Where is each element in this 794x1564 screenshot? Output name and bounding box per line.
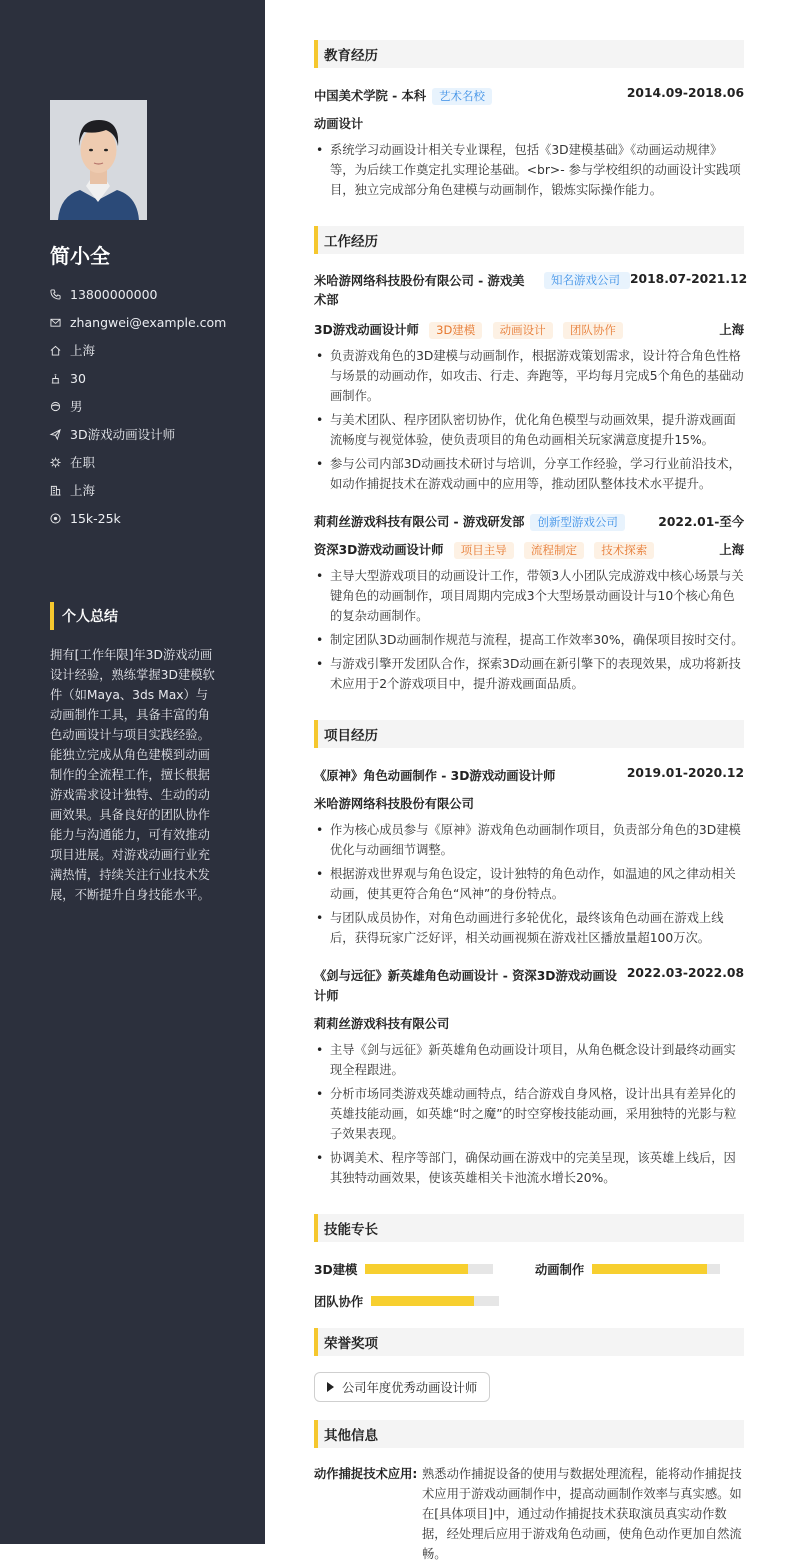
skill-bar bbox=[365, 1264, 493, 1274]
education-bullets bbox=[314, 140, 744, 204]
list-item: • 制定团队3D动画制作规范与流程，提高工作效率30%，确保项目按时交付。 bbox=[314, 630, 744, 650]
salary-icon bbox=[50, 513, 70, 524]
project-date: 2019.01-2020.12 bbox=[626, 766, 744, 780]
status-icon bbox=[50, 457, 70, 468]
other-info bbox=[314, 1464, 744, 1564]
info-location: 上海 bbox=[50, 336, 226, 364]
section-title-awards: 荣誉奖项 bbox=[314, 1328, 744, 1356]
summary-text: 拥有[工作年限]年3D游戏动画设计经验，熟练掌握3D建模软件（如Maya、3ds Max）与动画制作工具，具备丰富的角色动画设计与项目实践经验。能独立完成从角色建模到动画制作的全流程工作，擅长根据游戏需求设计独特、生动的动画效果。具备良好的团队协作能力与沟通能力，可有效推动项目进展。对游戏动画行业充满热情，持续关注行业技术发展，不断提升自身技能水平。 bbox=[50, 648, 215, 902]
avatar bbox=[50, 100, 147, 220]
skill-bar bbox=[592, 1264, 720, 1274]
education-major: 动画设计 bbox=[314, 117, 364, 131]
info-phone: 13800000000 bbox=[50, 280, 226, 308]
other-text: 熟悉动作捕捉设备的使用与数据处理流程，能将动作捕捉技术应用于游戏动画制作中，提高动画制作效率与真实感。如在[具体项目]中，通过动作捕捉技术获取演员真实动作数据，经处理后应用于游戏角色动画，使角色动作更加自然流畅。 bbox=[422, 1467, 742, 1561]
project-bullets bbox=[314, 1040, 744, 1192]
education-header bbox=[314, 86, 744, 105]
section-title-projects: 项目经历 bbox=[314, 720, 744, 748]
avatar-photo bbox=[50, 100, 147, 220]
list-item: • 与美术团队、程序团队密切协作，优化角色模型与动画效果，提升游戏画面流畅度与视觉体验，使负责项目的角色动画相关玩家满意度提升15%。 bbox=[314, 410, 744, 450]
skill-tag: 项目主导 bbox=[454, 542, 514, 559]
job-date: 2018.07-2021.12 bbox=[630, 272, 748, 286]
job-city: 上海 bbox=[719, 543, 744, 557]
info-city: 上海 bbox=[50, 476, 226, 504]
info-gender: 男 bbox=[50, 392, 226, 420]
school-tag: 艺术名校 bbox=[432, 88, 492, 105]
section-title-education: 教育经历 bbox=[314, 40, 744, 68]
job-date: 2022.01-至今 bbox=[658, 515, 744, 529]
skill-bar-fill bbox=[371, 1296, 473, 1306]
list-item: • 系统学习动画设计相关专业课程，包括《3D建模基础》《动画运动规律》等，为后续工作奠定扎实理论基础。<br>- 参与学校组织的动画设计实践项目，独立完成部分角色建模与动画制作，锻炼实际操作能力。 bbox=[314, 140, 744, 200]
skill-tag: 团队协作 bbox=[563, 322, 623, 339]
job-role: 3D游戏动画设计师 bbox=[314, 323, 419, 337]
job-company: 米哈游网络科技股份有限公司 - 游戏美术部 bbox=[314, 274, 525, 307]
job-bullets bbox=[314, 566, 744, 698]
section-title-work: 工作经历 bbox=[314, 226, 744, 254]
skill-bar-fill bbox=[365, 1264, 467, 1274]
info-status: 在职 bbox=[50, 448, 226, 476]
list-item: • 协调美术、程序等部门，确保动画在游戏中的完美呈现，该英雄上线后，因其独特动画效果，使该英雄相关卡池流水增长20%。 bbox=[314, 1148, 744, 1188]
skill-name: 3D建模 bbox=[314, 1263, 358, 1277]
project-header bbox=[314, 766, 744, 784]
contact-info-list bbox=[50, 280, 226, 532]
info-age: 30 bbox=[50, 364, 226, 392]
list-item: • 作为核心成员参与《原神》游戏角色动画制作项目，负责部分角色的3D建模优化与动画细节调整。 bbox=[314, 820, 744, 860]
skill-bar bbox=[371, 1296, 499, 1306]
info-email: zhangwei@example.com bbox=[50, 308, 226, 336]
project-header bbox=[314, 966, 744, 1006]
send-icon bbox=[50, 429, 70, 440]
skill-name: 团队协作 bbox=[314, 1295, 364, 1309]
job-role-row bbox=[314, 320, 744, 339]
job-city: 上海 bbox=[719, 323, 744, 337]
job-header bbox=[314, 512, 744, 531]
award-item[interactable] bbox=[314, 1372, 490, 1402]
skill-name: 动画制作 bbox=[535, 1263, 585, 1277]
job-role: 资深3D游戏动画设计师 bbox=[314, 543, 444, 557]
project-name: 《剑与远征》新英雄角色动画设计 - 资深3D游戏动画设计师 bbox=[314, 969, 617, 1003]
profile-name: 简小全 bbox=[50, 244, 110, 268]
list-item: • 根据游戏世界观与角色设定，设计独特的角色动作，如温迪的风之律动相关动画，使其更符合角色“风神”的身份特点。 bbox=[314, 864, 744, 904]
school-name: 中国美术学院 - 本科 bbox=[314, 89, 427, 103]
job-company: 莉莉丝游戏科技有限公司 - 游戏研发部 bbox=[314, 515, 525, 529]
skill-tag: 流程制定 bbox=[524, 542, 584, 559]
company-tag: 知名游戏公司 bbox=[544, 272, 630, 289]
job-bullets bbox=[314, 346, 744, 498]
project-date: 2022.03-2022.08 bbox=[626, 966, 744, 980]
skill-tag: 技术探索 bbox=[594, 542, 654, 559]
info-position: 3D游戏动画设计师 bbox=[50, 420, 226, 448]
home-icon bbox=[50, 345, 70, 356]
age-icon bbox=[50, 373, 70, 384]
job-header bbox=[314, 272, 748, 310]
job-role-row bbox=[314, 540, 744, 559]
award-label: 公司年度优秀动画设计师 bbox=[342, 1381, 478, 1395]
list-item: • 负责游戏角色的3D建模与动画制作，根据游戏策划需求，设计符合角色性格与场景的动画动作，如攻击、行走、奔跑等，平均每月完成5个角色的基础动画制作。 bbox=[314, 346, 744, 406]
project-org: 米哈游网络科技股份有限公司 bbox=[314, 797, 474, 811]
list-item: • 与团队成员协作，对角色动画进行多轮优化，最终该角色动画在游戏上线后，获得玩家广泛好评，相关动画视频在游戏社区播放量超100万次。 bbox=[314, 908, 744, 948]
other-label: 动作捕捉技术应用: bbox=[314, 1467, 418, 1481]
section-title-other: 其他信息 bbox=[314, 1420, 744, 1448]
list-item: • 与游戏引擎开发团队合作，探索3D动画在新引擎下的表现效果，成功将新技术应用于2个游戏项目中，提升游戏画面品质。 bbox=[314, 654, 744, 694]
skill-item bbox=[535, 1260, 720, 1278]
section-title-skills: 技能专长 bbox=[314, 1214, 744, 1242]
skill-item bbox=[314, 1292, 499, 1310]
building-icon bbox=[50, 485, 70, 496]
project-bullets bbox=[314, 820, 744, 952]
education-date: 2014.09-2018.06 bbox=[626, 86, 744, 100]
summary-title: 个人总结 bbox=[50, 602, 118, 630]
play-icon bbox=[327, 1382, 334, 1392]
skill-item bbox=[314, 1260, 493, 1278]
info-salary: 15k-25k bbox=[50, 504, 226, 532]
list-item: • 分析市场同类游戏英雄动画特点，结合游戏自身风格，设计出具有差异化的英雄技能动画，如英雄“时之魔”的时空穿梭技能动画，采用独特的光影与粒子效果表现。 bbox=[314, 1084, 744, 1144]
company-tag: 创新型游戏公司 bbox=[530, 514, 625, 531]
list-item: • 参与公司内部3D动画技术研讨与培训，分享工作经验，学习行业前沿技术，如动作捕捉技术在游戏动画中的应用等，推动团队整体技术水平提升。 bbox=[314, 454, 744, 494]
sidebar bbox=[0, 0, 265, 1544]
skill-tag: 动画设计 bbox=[493, 322, 553, 339]
mail-icon bbox=[50, 317, 70, 328]
project-org: 莉莉丝游戏科技有限公司 bbox=[314, 1017, 450, 1031]
list-item: • 主导《剑与远征》新英雄角色动画设计项目，从角色概念设计到最终动画实现全程跟进。 bbox=[314, 1040, 744, 1080]
project-name: 《原神》角色动画制作 - 3D游戏动画设计师 bbox=[314, 769, 556, 783]
gender-icon bbox=[50, 401, 70, 412]
phone-icon bbox=[50, 289, 70, 300]
list-item: • 主导大型游戏项目的动画设计工作，带领3人小团队完成游戏中核心场景与关键角色的动画制作，项目周期内完成3个大型场景动画设计与10个核心角色的复杂动画制作。 bbox=[314, 566, 744, 626]
skill-tag: 3D建模 bbox=[429, 322, 482, 339]
skill-bar-fill bbox=[592, 1264, 707, 1274]
